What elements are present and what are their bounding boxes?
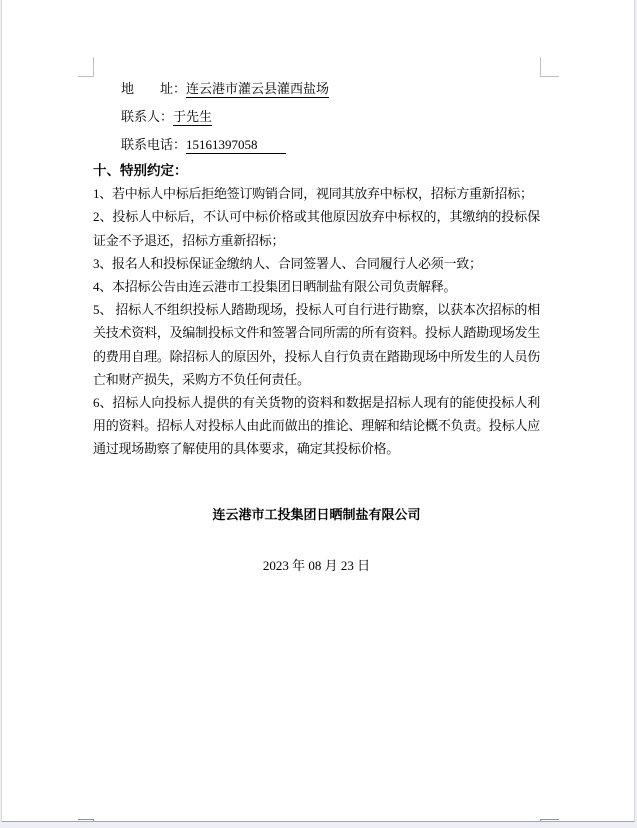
clause-3: 3、报名人和投标保证金缴纳人、合同签署人、合同履行人必须一致；	[93, 255, 482, 271]
clause-2: 2、投标人中标后，不认可中标价格或其他原因放弃中标权的，其缴纳的投标保证金不予退还，招标方重新招标；	[93, 209, 540, 248]
phone-label: 联系电话：	[121, 137, 187, 152]
signature-date: 2023 年 08 月 23 日	[262, 557, 371, 573]
text-boundary-mark-bottom-left	[78, 819, 94, 822]
company-signature: 连云港市工投集团日晒制盐有限公司	[212, 506, 421, 522]
contact-info-block	[93, 75, 540, 159]
contact-person-label: 联系人：	[121, 109, 174, 124]
address-line	[93, 75, 540, 103]
phone-value: 15161397058	[186, 137, 286, 154]
text-boundary-mark-bottom-right	[540, 819, 559, 822]
text-boundary-mark-top-right	[540, 57, 559, 77]
phone-line	[93, 131, 540, 159]
address-label: 地 址：	[121, 81, 187, 96]
address-value: 连云港市灌云县灌西盐场	[186, 81, 330, 96]
clause-6: 6、招标人向投标人提供的有关货物的资料和数据是招标人现有的能使投标人利用的资料。招标人对投标人由此而做出的推论、理解和结论概不负责。投标人应通过现场勘察了解使用的具体要求，确定其投标价格。	[93, 395, 540, 457]
special-terms-heading: 十、特别约定：	[93, 163, 188, 178]
document-page[interactable]	[1, 0, 635, 822]
contact-person-line	[93, 103, 540, 131]
text-boundary-mark-top-left	[78, 57, 94, 77]
contact-person-value: 于先生	[173, 109, 213, 124]
clause-5: 5、 招标人不组织投标人踏勘现场，投标人可自行进行勘察，以获本次招标的相关技术资料，及编制投标文件和签署合同所需的所有资料。投标人踏勘现场发生的费用自理。除招标人的原因外，投标人自行负责在踏勘现场中所发生的人员伤亡和财产损失，采购方不负任何责任。	[93, 302, 540, 387]
document-content	[93, 0, 540, 577]
clause-4: 4、本招标公告由连云港市工投集团日晒制盐有限公司负责解释。	[93, 279, 457, 295]
clause-1: 1、若中标人中标后拒绝签订购销合同，视同其放弃中标权，招标方重新招标；	[93, 186, 533, 202]
